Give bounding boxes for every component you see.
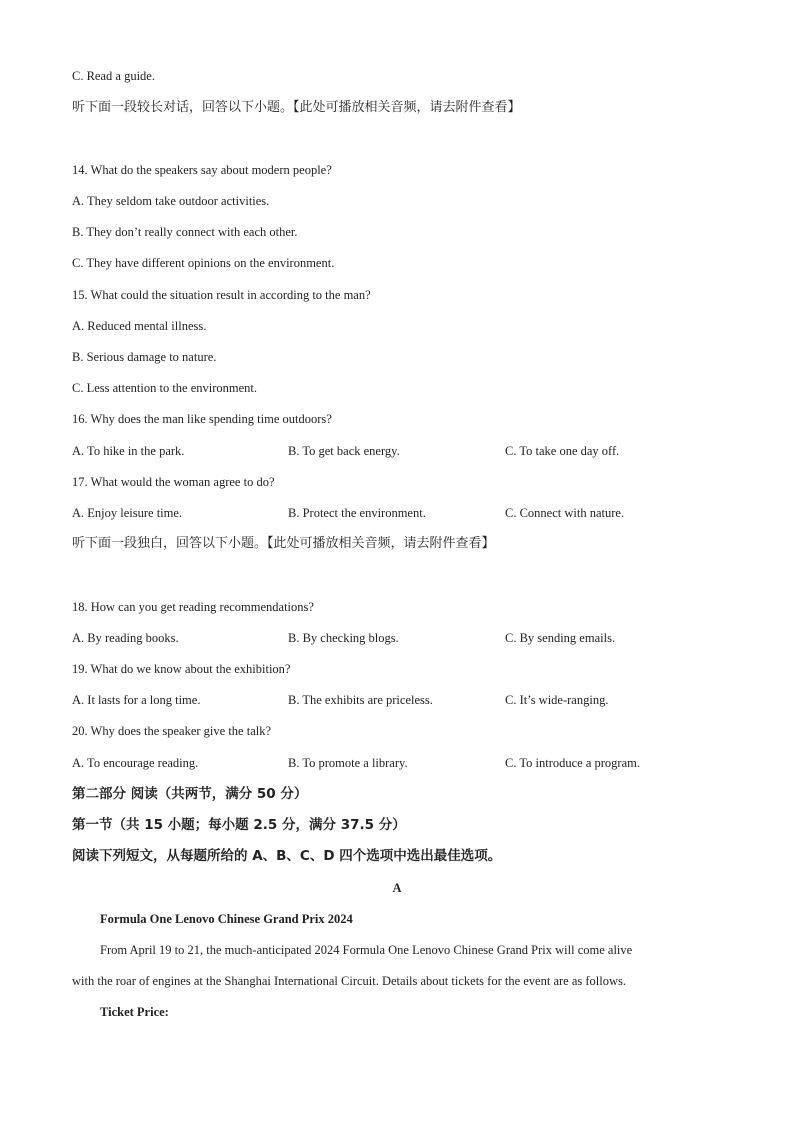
q17-option-c: C. Connect with nature. — [505, 506, 625, 520]
q17-stem: 17. What would the woman agree to do? — [72, 475, 275, 489]
passage-label: A — [392, 881, 402, 895]
q16-stem: 16. Why does the man like spending time outdoors? — [72, 412, 332, 426]
instruction-monologue: 听下面一段独白，回答以下小题。【此处可播放相关音频，请去附件查看】 — [72, 536, 495, 551]
q15-option-b: B. Serious damage to nature. — [72, 350, 217, 364]
q15-stem: 15. What could the situation result in according to the man? — [72, 288, 371, 302]
passage-title: Formula One Lenovo Chinese Grand Prix 2024 — [100, 912, 353, 926]
q18-options — [72, 630, 732, 646]
q13-option-c: C. Read a guide. — [72, 69, 155, 83]
q19-stem: 19. What do we know about the exhibition? — [72, 662, 291, 676]
q14-stem: 14. What do the speakers say about modern people? — [72, 163, 332, 177]
q15-option-c: C. Less attention to the environment. — [72, 381, 258, 395]
q14-option-c: C. They have different opinions on the environment. — [72, 256, 335, 270]
q16-option-a: A. To hike in the park. — [72, 444, 185, 458]
paragraph-line-1: From April 19 to 21, the much-anticipated 2024 Formula One Lenovo Chinese Grand Prix will come alive — [100, 943, 633, 957]
q19-options — [72, 692, 732, 708]
section1-heading: 第一节（共 15 小题；每小题 2.5 分，满分 37.5 分） — [72, 817, 406, 833]
reading-instruction: 阅读下列短文，从每题所给的 A、B、C、D 四个选项中选出最佳选项。 — [72, 848, 502, 864]
q16-option-c: C. To take one day off. — [505, 444, 620, 458]
q18-option-a: A. By reading books. — [72, 631, 179, 645]
q16-option-b: B. To get back energy. — [288, 444, 400, 458]
q19-option-c: C. It’s wide-ranging. — [505, 693, 609, 707]
q20-option-c: C. To introduce a program. — [505, 756, 640, 770]
q20-option-b: B. To promote a library. — [288, 756, 408, 770]
q20-options — [72, 755, 732, 771]
q17-options — [72, 505, 732, 521]
q20-stem: 20. Why does the speaker give the talk? — [72, 724, 272, 738]
q18-stem: 18. How can you get reading recommendations? — [72, 600, 314, 614]
q17-option-b: B. Protect the environment. — [288, 506, 426, 520]
q18-option-c: C. By sending emails. — [505, 631, 616, 645]
q14-option-b: B. They don’t really connect with each other. — [72, 225, 298, 239]
q19-option-a: A. It lasts for a long time. — [72, 693, 201, 707]
q18-option-b: B. By checking blogs. — [288, 631, 399, 645]
q17-option-a: A. Enjoy leisure time. — [72, 506, 183, 520]
part2-heading: 第二部分 阅读（共两节，满分 50 分） — [72, 786, 308, 802]
q20-option-a: A. To encourage reading. — [72, 756, 199, 770]
q19-option-b: B. The exhibits are priceless. — [288, 693, 433, 707]
ticket-price-label: Ticket Price: — [100, 1005, 169, 1019]
q14-option-a: A. They seldom take outdoor activities. — [72, 194, 270, 208]
paragraph-line-2: with the roar of engines at the Shanghai International Circuit. Details about tickets for the event are as follows. — [72, 974, 626, 988]
q15-option-a: A. Reduced mental illness. — [72, 319, 207, 333]
q16-options — [72, 443, 732, 459]
instruction-long-conversation: 听下面一段较长对话，回答以下小题。【此处可播放相关音频，请去附件查看】 — [72, 100, 521, 115]
